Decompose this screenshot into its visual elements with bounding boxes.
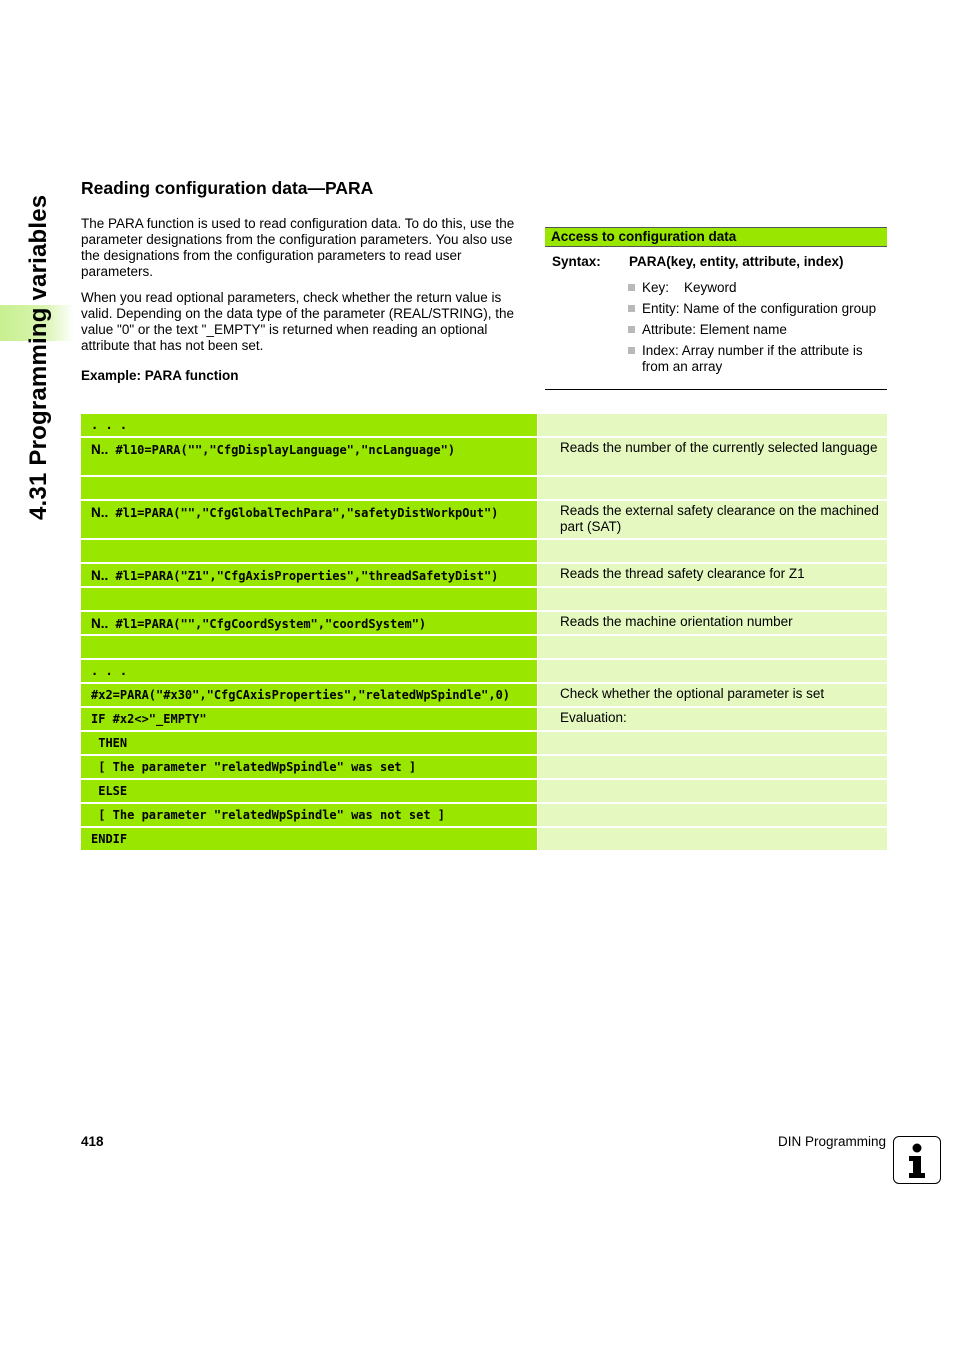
table-row bbox=[81, 564, 887, 586]
intro-paragraph: The PARA function is used to read configuration data. To do this, use the parameter designations from the configuration parameters. You also use the designations from the configuration parameters to read user parameters. bbox=[81, 216, 515, 279]
example-label: Example: PARA function bbox=[81, 368, 239, 383]
description-cell bbox=[537, 780, 887, 802]
description-cell: Reads the machine orientation number bbox=[537, 612, 887, 634]
square-bullet-icon bbox=[628, 326, 635, 333]
code-text: #l10=PARA("","CfgDisplayLanguage","ncLanguage") bbox=[108, 443, 456, 457]
description-cell bbox=[537, 588, 887, 610]
code-text: ENDIF bbox=[91, 832, 128, 846]
description-cell: Reads the thread safety clearance for Z1 bbox=[537, 564, 887, 586]
table-row bbox=[81, 438, 887, 475]
list-item bbox=[628, 280, 887, 296]
table-row bbox=[81, 660, 887, 682]
section-heading: Reading configuration data—PARA bbox=[81, 178, 374, 198]
code-cell bbox=[81, 540, 537, 562]
list-item-text: Entity: Name of the configuration group bbox=[642, 301, 877, 316]
code-cell bbox=[81, 804, 537, 826]
code-text: THEN bbox=[91, 736, 128, 750]
table-row bbox=[81, 756, 887, 778]
table-row bbox=[81, 588, 887, 610]
description-cell: Evaluation: bbox=[537, 708, 887, 730]
code-cell bbox=[81, 636, 537, 658]
code-cell bbox=[81, 501, 537, 538]
square-bullet-icon bbox=[628, 347, 635, 354]
code-cell bbox=[81, 588, 537, 610]
syntax-label: Syntax: bbox=[552, 254, 601, 269]
list-item-text: Index: Array number if the attribute is from an array bbox=[642, 343, 863, 374]
footer-chapter-title: DIN Programming bbox=[777, 1134, 886, 1149]
info-glyph bbox=[894, 1137, 940, 1183]
description-cell bbox=[537, 732, 887, 754]
description-cell: Reads the number of the currently selected language bbox=[537, 438, 887, 475]
code-cell bbox=[81, 708, 537, 730]
code-text: #l1=PARA("","CfgCoordSystem","coordSystem") bbox=[108, 617, 427, 631]
table-row bbox=[81, 501, 887, 538]
table-row bbox=[81, 612, 887, 634]
access-config-box bbox=[545, 227, 887, 390]
code-cell bbox=[81, 477, 537, 499]
code-text: #x2=PARA("#x30","CfgCAxisProperties","relatedWpSpindle",0) bbox=[91, 688, 511, 702]
optional-params-paragraph: When you read optional parameters, check whether the return value is valid. Depending on the data type of the parameter (REAL/STRING), the value "0" or the text "_EMPTY" is returned when reading an optional attribute that has not been set. bbox=[81, 290, 514, 353]
code-cell bbox=[81, 828, 537, 850]
code-text: [ The parameter "relatedWpSpindle" was not set ] bbox=[91, 808, 446, 822]
code-cell bbox=[81, 756, 537, 778]
table-row bbox=[81, 732, 887, 754]
table-row bbox=[81, 684, 887, 706]
table-row bbox=[81, 708, 887, 730]
list-item bbox=[628, 322, 887, 338]
block-number-label: N.. bbox=[91, 442, 109, 457]
info-icon bbox=[893, 1136, 941, 1184]
table-row bbox=[81, 477, 887, 499]
parameter-list bbox=[628, 280, 887, 375]
code-text: #l1=PARA("Z1","CfgAxisProperties","threadSafetyDist") bbox=[108, 569, 499, 583]
description-cell: Reads the external safety clearance on the machined part (SAT) bbox=[537, 501, 887, 538]
code-text: [ The parameter "relatedWpSpindle" was set ] bbox=[91, 760, 417, 774]
table-row bbox=[81, 540, 887, 562]
syntax-value: PARA(key, entity, attribute, index) bbox=[629, 254, 844, 269]
code-text: . . . bbox=[91, 418, 128, 432]
code-cell bbox=[81, 612, 537, 634]
description-cell bbox=[537, 414, 887, 436]
code-text: IF #x2<>"_EMPTY" bbox=[91, 712, 207, 726]
description-cell bbox=[537, 828, 887, 850]
page-number: 418 bbox=[81, 1134, 104, 1149]
block-number-label: N.. bbox=[91, 568, 109, 583]
table-row bbox=[81, 804, 887, 826]
table-row bbox=[81, 636, 887, 658]
code-cell bbox=[81, 660, 537, 682]
table-row bbox=[81, 828, 887, 850]
description-cell bbox=[537, 540, 887, 562]
block-number-label: N.. bbox=[91, 616, 109, 631]
code-cell bbox=[81, 780, 537, 802]
description-cell: Check whether the optional parameter is set bbox=[537, 684, 887, 706]
syntax-row bbox=[545, 254, 887, 270]
description-cell bbox=[537, 804, 887, 826]
square-bullet-icon bbox=[628, 284, 635, 291]
list-item bbox=[628, 301, 887, 317]
list-item bbox=[628, 343, 887, 375]
description-cell bbox=[537, 636, 887, 658]
description-cell bbox=[537, 660, 887, 682]
list-item-text: Key: Keyword bbox=[642, 280, 737, 295]
code-cell bbox=[81, 564, 537, 586]
code-cell bbox=[81, 438, 537, 475]
access-box-title: Access to configuration data bbox=[545, 227, 887, 247]
description-cell bbox=[537, 477, 887, 499]
block-number-label: N.. bbox=[91, 505, 109, 520]
description-cell bbox=[537, 756, 887, 778]
square-bullet-icon bbox=[628, 305, 635, 312]
code-text: #l1=PARA("","CfgGlobalTechPara","safetyDistWorkpOut") bbox=[108, 506, 499, 520]
chapter-side-title: 4.31 Programming variables bbox=[25, 194, 52, 520]
code-cell bbox=[81, 414, 537, 436]
code-cell bbox=[81, 684, 537, 706]
code-text: ELSE bbox=[91, 784, 128, 798]
code-text: . . . bbox=[91, 664, 128, 678]
code-cell bbox=[81, 732, 537, 754]
table-row bbox=[81, 414, 887, 436]
table-row bbox=[81, 780, 887, 802]
list-item-text: Attribute: Element name bbox=[642, 322, 787, 337]
